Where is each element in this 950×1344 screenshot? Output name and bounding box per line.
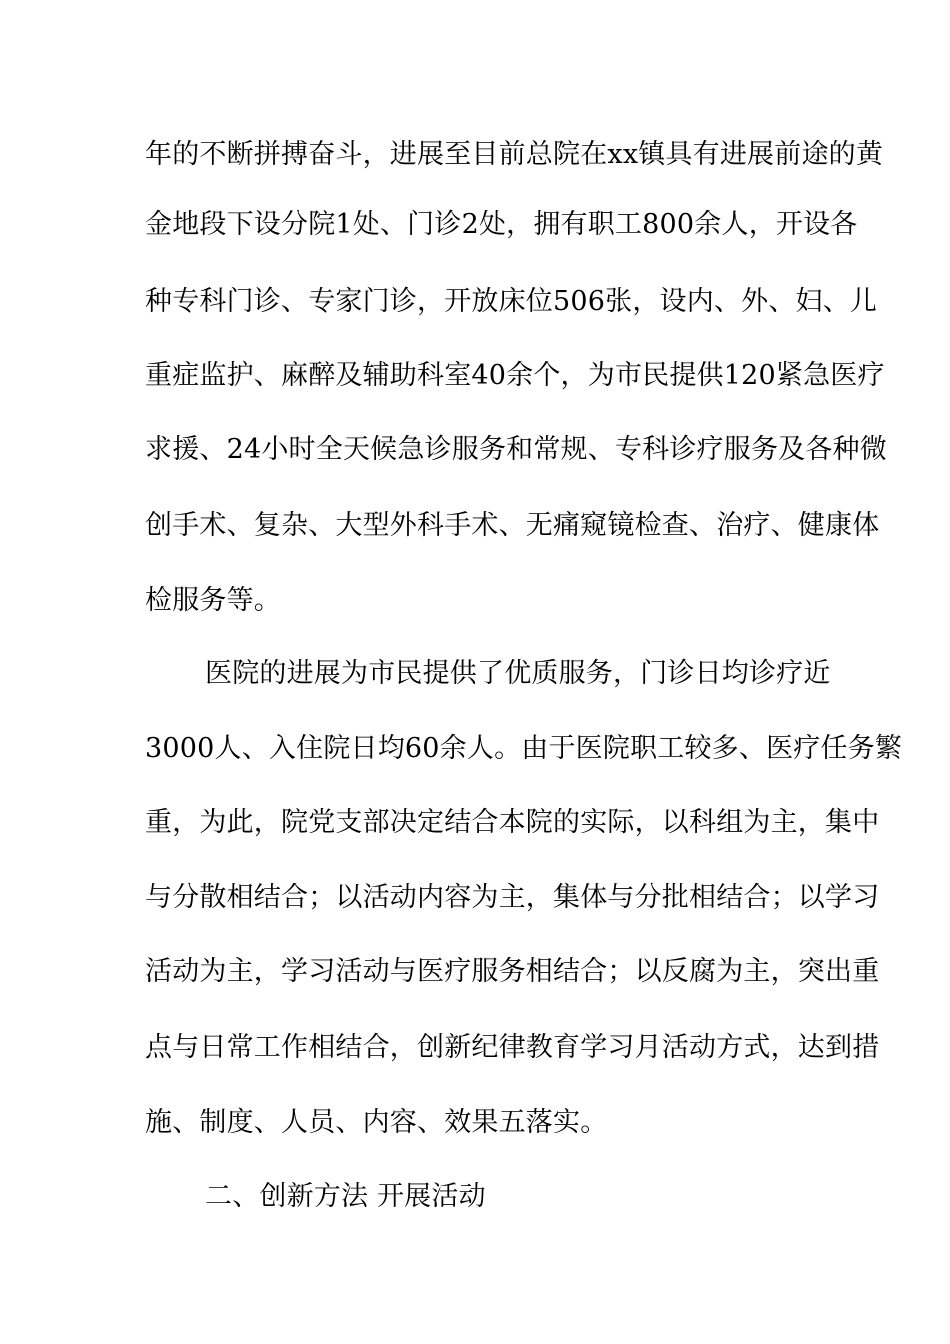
- paragraph-line: 与分散相结合；以活动内容为主，集体与分批相结合；以学习: [145, 882, 880, 913]
- paragraph-line: 重，为此，院党支部决定结合本院的实际，以科组为主，集中: [145, 807, 880, 838]
- paragraph-line: 创手术、复杂、大型外科手术、无痛窥镜检查、治疗、健康体: [145, 510, 880, 541]
- paragraph-line: 金地段下设分院1处、门诊2处，拥有职工800余人，开设各: [145, 209, 858, 240]
- paragraph-line: 求援、24小时全天候急诊服务和常规、专科诊疗服务及各种微: [145, 434, 887, 465]
- paragraph-line: 种专科门诊、专家门诊，开放床位506张，设内、外、妇、儿: [145, 286, 878, 317]
- paragraph-line: 3000人、入住院日均60余人。由于医院职工较多、医疗任务繁: [145, 733, 903, 764]
- section-heading: 二、创新方法 开展活动: [205, 1181, 486, 1212]
- paragraph-line: 年的不断拼搏奋斗，进展至目前总院在xx镇具有进展前途的黄: [145, 139, 884, 170]
- paragraph-line: 点与日常工作相结合，创新纪律教育学习月活动方式，达到措: [145, 1032, 880, 1063]
- paragraph-line: 医院的进展为市民提供了优质服务，门诊日均诊疗近: [205, 658, 831, 689]
- paragraph-line: 检服务等。: [145, 585, 281, 616]
- paragraph-line: 重症监护、麻醉及辅助科室40余个，为市民提供120紧急医疗: [145, 360, 885, 391]
- paragraph-line: 活动为主，学习活动与医疗服务相结合；以反腐为主，突出重: [145, 956, 880, 987]
- paragraph-line: 施、制度、人员、内容、效果五落实。: [145, 1107, 608, 1138]
